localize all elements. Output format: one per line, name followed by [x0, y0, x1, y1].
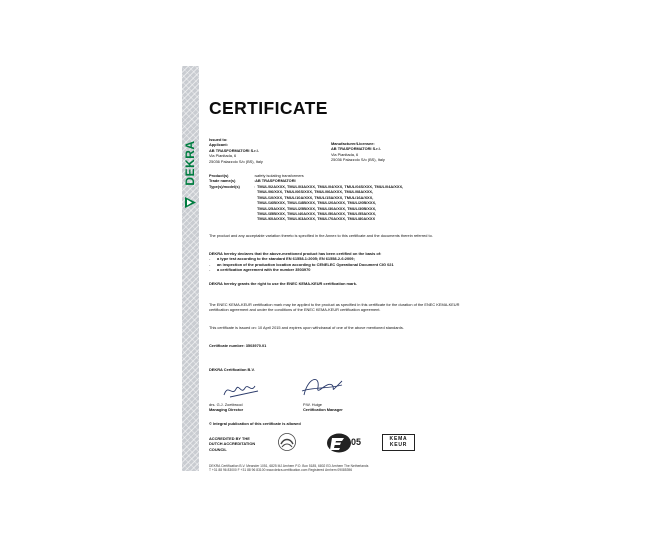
applicant-city: 25036 Palazzolo S/o (BS), Italy — [209, 158, 263, 164]
applicant-name: AB TRASFORMATORI S.r.l. — [209, 147, 259, 153]
declaration-item-text: an inspection of the production location according to CENELEC Operational Document CIG 021 — [217, 261, 394, 267]
type-model-line: TMUL/16B/XXX, TMUL/18B/XXX, TMUL/20A/XXX, TMUL/20B/XXX, — [257, 200, 377, 206]
trade-name-value: AB TRASFORMATORI — [255, 178, 296, 184]
type-model-line: TMUL/60A/XXX, TMUL/63A/XXX, TMUL/70A/XXX, TMUL/80A/XXX — [257, 216, 376, 222]
issuer-name: DEKRA Certification B.V. — [209, 367, 255, 372]
product-block: Product(s) :safety isolating transformers Trade name(s) :AB TRASFORMATORI Type(s)/model(s) : — [209, 173, 304, 189]
mark-paragraph: The ENEC KEMA-KEUR certification mark may be applied to the product as specified in this certificate for the duration of the ENEC KEMA-KEUR certification agreement and under the conditions of the ENEC KEMA-KEUR certification agreement. — [209, 302, 460, 313]
product-value: safety isolating transformers — [255, 173, 304, 178]
manufacturer-name: AB TRASFORMATORI S.r.l. — [331, 146, 381, 152]
signature-zoetbrood — [222, 377, 262, 401]
declaration-item: - an inspection of the production location according to CENELEC Operational Document CIG 021 — [209, 261, 394, 267]
declaration-intro: DEKRA hereby declares that the above-mentioned product has been certified on the basis of: — [209, 251, 382, 256]
accreditation-line-1: ACCREDITED BY THE — [209, 436, 250, 441]
type-model-line: TMUL/06/XXX, TMUL/06S/XXX, TMUL/06A/XXX, TMUL/08A/XXX, — [257, 189, 374, 195]
manufacturer-block — [331, 141, 385, 163]
manufacturer-street: Via Pianitada, 6 — [331, 151, 359, 157]
accreditation-line-2: DUTCH ACCREDITATION — [209, 441, 256, 447]
signatory-1 — [209, 402, 243, 413]
manufacturer-city: 25036 Palazzolo S/o (BS), Italy — [331, 157, 385, 163]
declaration-item-text: a certification agreement with the number 3503970 — [217, 267, 311, 273]
signatory-2-name: P.W. Huige — [303, 402, 322, 407]
type-model-list — [257, 184, 403, 222]
annex-paragraph: The product and any acceptable variation thereto is specified in the Annex to this certificate and the documents therein referred to. — [209, 233, 433, 238]
type-model-line: TMUL/25A/XXX, TMUL/25B/XXX, TMUL/30A/XXX, TMUL/30B/XXX, — [257, 205, 377, 211]
type-model-label: Type(s)/model(s) — [209, 183, 240, 189]
signatory-1-title: Managing Director — [209, 407, 244, 413]
dekra-logo — [182, 120, 199, 210]
declaration-item: - a certification agreement with the number 3503970 — [209, 267, 311, 273]
declaration-block — [209, 251, 464, 273]
type-model-line: TMUL/02A/XXX, TMUL/03A/XXX, TMUL/04/XXX, TMUL/04S/XXX, TMUL/04A/XXX, — [257, 184, 404, 189]
rva-accreditation-icon — [277, 432, 297, 452]
footer-address — [209, 464, 368, 472]
dekra-triangle-icon — [185, 197, 196, 208]
accreditation-line-3: COUNCIL — [209, 446, 227, 452]
grant-paragraph: DEKRA hereby grants the right to use the ENEC KEMA-KEUR certification mark. — [209, 281, 357, 286]
issued-to-block — [209, 137, 263, 164]
footer-line-1: DEKRA Certification B.V. Meander 1051, 6825 MJ Arnhem P.O. Box 5185, 6802 ED Arnhem The Netherlands — [209, 464, 369, 468]
enec-mark-number: 05 — [351, 437, 362, 447]
product-label: Product(s) — [209, 173, 229, 178]
signatory-2 — [303, 402, 343, 413]
manufacturer-label: Manufacturer/Licensee: — [331, 141, 375, 146]
accreditation-text — [209, 436, 255, 452]
dekra-wordmark: DEKRA — [183, 140, 197, 186]
signatory-2-title: Certification Manager — [303, 407, 343, 413]
issued-to-label: Issued to: — [209, 137, 228, 142]
declaration-item-text: a type test according to the standard EN 61558-1:2005; EN 61558-2-6:2009; — [217, 256, 355, 262]
kema-line: KEMA — [389, 436, 408, 442]
integral-publication-note: © Integral publication of this certificate is allowed — [209, 421, 301, 426]
certificate-number: Certificate number: 3503970.01 — [209, 343, 267, 348]
applicant-label: Applicant: — [209, 142, 229, 148]
declaration-item: - a type test according to the standard EN 61558-1:2005; EN 61558-2-6:2009; — [209, 256, 355, 262]
issue-paragraph: This certificate is issued on: 10 April 2015 and expires upon withdrawal of one of the above mentioned standards. — [209, 325, 404, 330]
applicant-street: Via Pianitada, 6 — [209, 153, 237, 159]
keur-line: KEUR — [389, 442, 408, 448]
type-model-line: TMUL/10/XXX, TMUL/10A/XXX, TMUL/15A/XXX, TMUL/16A/XXX, — [257, 194, 374, 200]
signatory-1-name: drs. G.J. Zoetbrood — [209, 402, 243, 407]
footer-line-2: T +31 88 96 83000 F +31 88 96 83100 www.dekra-certification.com Registered Arnhem 09085396 — [209, 468, 353, 473]
declaration-list — [209, 256, 464, 272]
trade-name-label: Trade name(s) — [209, 178, 236, 184]
type-model-line: TMUL/35B/XXX, TMUL/40A/XXX, TMUL/50A/XXX, TMUL/55A/XXX, — [257, 211, 377, 217]
kema-keur-logo — [382, 434, 415, 451]
certificate-title: CERTIFICATE — [209, 98, 328, 118]
signature-huige — [298, 373, 346, 401]
